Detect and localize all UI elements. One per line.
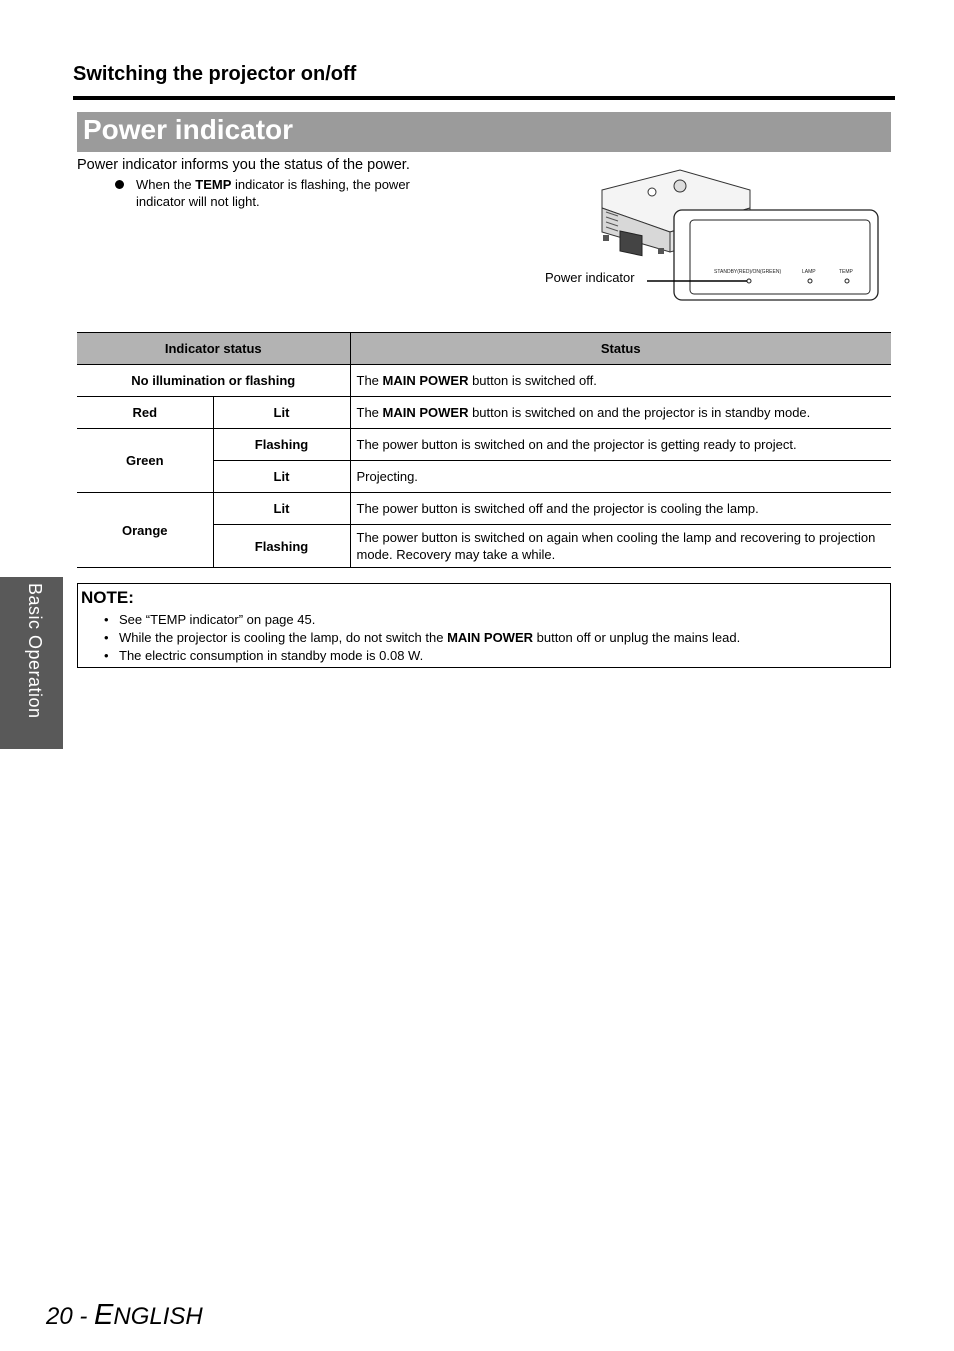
status-cell: The MAIN POWER button is switched off. <box>350 365 891 397</box>
note-title: NOTE: <box>81 588 134 607</box>
status-cell: Projecting. <box>350 461 891 493</box>
header-status: Status <box>350 333 891 365</box>
title-rule <box>73 96 895 100</box>
note-item: • See “TEMP indicator” on page 45. <box>104 611 887 629</box>
note-box <box>77 583 891 668</box>
color-cell: Red <box>77 397 213 429</box>
table-row <box>77 493 891 525</box>
color-cell: Green <box>77 429 213 493</box>
indicator-status-table <box>77 332 891 568</box>
table-row <box>77 365 891 397</box>
indicator-cell: No illumination or flashing <box>77 365 350 397</box>
header-indicator-status: Indicator status <box>77 333 350 365</box>
page-title: Power indicator <box>83 114 294 145</box>
power-indicator-callout: Power indicator <box>545 270 635 285</box>
lamp-led-icon <box>808 279 812 283</box>
note-item: • While the projector is cooling the lamp, do not switch the MAIN POWER button off or unplug the mains lead. <box>104 629 887 647</box>
standby-led-icon <box>747 279 751 283</box>
lamp-label: LAMP <box>802 269 816 275</box>
table-header-row <box>77 333 891 365</box>
bullet-text: When the TEMP indicator is flashing, the power indicator will not light. <box>136 177 410 209</box>
temp-led-icon <box>845 279 849 283</box>
intro-text: Power indicator informs you the status of the power. <box>77 157 410 173</box>
table-row <box>77 429 891 461</box>
standby-label: STANDBY(RED)/ON(GREEN) <box>714 269 782 275</box>
state-cell: Flashing <box>213 429 350 461</box>
table-row <box>77 397 891 429</box>
status-cell: The MAIN POWER button is switched on and the projector is in standby mode. <box>350 397 891 429</box>
status-cell: The power button is switched off and the projector is cooling the lamp. <box>350 493 891 525</box>
note-list <box>104 611 887 665</box>
state-cell: Flashing <box>213 525 350 568</box>
state-cell: Lit <box>213 397 350 429</box>
page-number: 20 - ENGLISH <box>46 1299 203 1331</box>
chapter-tab-label: Basic Operation <box>25 583 45 719</box>
color-cell: Orange <box>77 493 213 568</box>
bullet-dot-icon <box>115 180 124 189</box>
status-cell: The power button is switched on again when cooling the lamp and recovering to projection mode. Recovery may take a while. <box>350 525 891 568</box>
temp-label: TEMP <box>839 269 853 275</box>
state-cell: Lit <box>213 493 350 525</box>
section-title: Switching the projector on/off <box>73 63 357 85</box>
note-item: • The electric consumption in standby mode is 0.08 W. <box>104 647 887 665</box>
projector-figure <box>540 160 885 305</box>
status-cell: The power button is switched on and the projector is getting ready to project. <box>350 429 891 461</box>
chapter-side-tab <box>0 577 63 749</box>
state-cell: Lit <box>213 461 350 493</box>
page-title-bar <box>77 112 891 152</box>
